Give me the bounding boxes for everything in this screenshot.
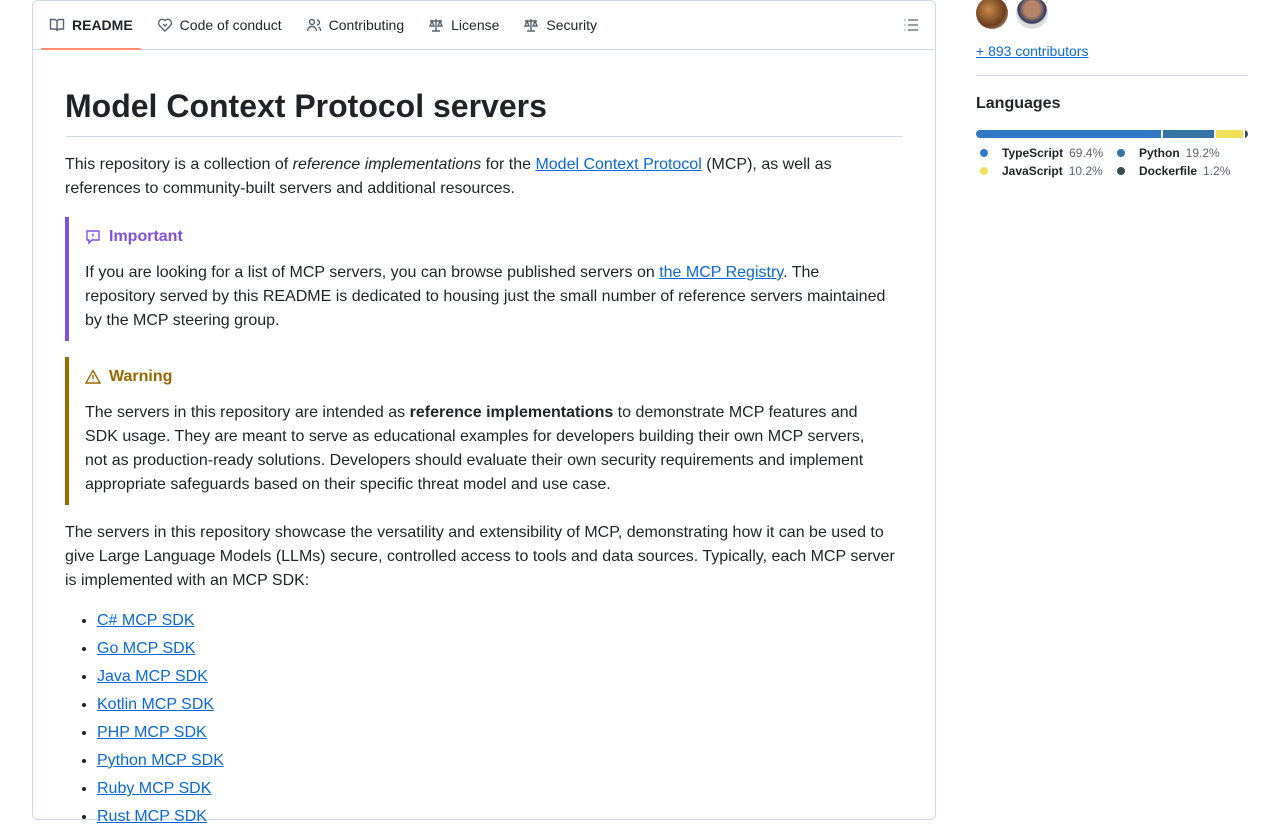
language-bar-segment <box>976 130 1161 138</box>
text: (MCP), as well as references to community-built servers and additional resources. <box>65 156 832 197</box>
language-percent: 69.4% <box>1069 146 1104 160</box>
language-item[interactable] <box>1117 146 1247 160</box>
language-name: JavaScript <box>1002 164 1063 178</box>
text: for the <box>481 156 536 173</box>
bold-text: reference implementations <box>409 404 614 421</box>
mcp-registry-link[interactable]: the MCP Registry <box>659 264 784 281</box>
sdk-link[interactable]: Rust MCP SDK <box>97 808 207 825</box>
contributor-avatar[interactable] <box>976 0 1008 29</box>
text: If you are looking for a list of MCP servers, you can browse published servers on <box>85 264 660 281</box>
languages-title: Languages <box>976 95 1061 112</box>
intro-paragraph <box>65 153 903 201</box>
tab-security[interactable] <box>515 1 605 49</box>
sidebar <box>976 0 1248 178</box>
language-name: Python <box>1139 146 1180 160</box>
law-icon <box>523 17 539 33</box>
warning-text <box>85 401 887 497</box>
tab-label: Security <box>546 17 597 33</box>
alert-title: Warning <box>109 368 173 385</box>
important-icon <box>85 229 101 245</box>
text: The servers in this repository are intended as <box>85 404 410 421</box>
sdk-link[interactable]: Java MCP SDK <box>97 668 208 685</box>
text: . The repository served by this README is dedicated to housing just the small number of reference servers maintained by the MCP steering group. <box>85 264 886 329</box>
warning-icon <box>85 369 101 385</box>
sdk-link[interactable]: Ruby MCP SDK <box>97 780 212 797</box>
language-percent: 19.2% <box>1185 146 1220 160</box>
language-dot <box>980 149 988 157</box>
readme-title: Model Context Protocol servers <box>65 86 903 137</box>
law-icon <box>428 17 444 33</box>
language-item[interactable] <box>980 164 1117 178</box>
divider <box>976 75 1248 76</box>
language-name: TypeScript <box>1002 146 1064 160</box>
text: to demonstrate MCP features and SDK usage. They are meant to serve as educational examples for developers building their own MCP servers, not as production-ready solutions. Developers should evaluate their own security requirements and implement appropriate safeguards based on their specific threat model and use case. <box>85 404 865 493</box>
language-name: Dockerfile <box>1139 164 1198 178</box>
list-item <box>97 749 903 773</box>
language-bar-segment <box>1245 130 1248 138</box>
warning-alert <box>65 357 903 505</box>
alert-title: Important <box>109 228 183 245</box>
language-dot <box>1117 149 1125 157</box>
sdk-link[interactable]: PHP MCP SDK <box>97 724 207 741</box>
tab-label: Contributing <box>328 17 405 33</box>
text: This repository is a collection of <box>65 156 293 173</box>
important-alert <box>65 217 903 341</box>
tab-label: Code of conduct <box>179 17 282 33</box>
list-item <box>97 665 903 689</box>
emphasis: reference implementations <box>292 156 482 173</box>
list-item <box>97 805 903 829</box>
language-percent: 10.2% <box>1068 164 1103 178</box>
sdk-link[interactable]: Go MCP SDK <box>97 640 196 657</box>
readme-panel <box>32 0 936 825</box>
language-bar-segment <box>1216 130 1243 138</box>
sdk-list <box>65 609 903 829</box>
language-dot <box>1117 167 1125 175</box>
language-item[interactable] <box>980 146 1117 160</box>
tab-readme[interactable] <box>41 1 141 49</box>
language-bar-segment <box>1163 130 1214 138</box>
readme-tabs <box>33 1 935 50</box>
heart-handshake-icon <box>157 17 173 33</box>
servers-paragraph: The servers in this repository showcase the versatility and extensibility of MCP, demonstrating how it can be used to give Large Language Models (LLMs) secure, controlled access to tools and data sources. Typically, each MCP server is implemented with an MCP SDK: <box>65 524 895 589</box>
list-item <box>97 721 903 745</box>
language-item[interactable] <box>1117 164 1247 178</box>
language-percent: 1.2% <box>1203 164 1231 178</box>
tab-code-of-conduct[interactable] <box>149 1 290 49</box>
languages-list <box>976 146 1248 178</box>
tab-license[interactable] <box>420 1 507 49</box>
list-item <box>97 693 903 717</box>
mcp-link[interactable]: Model Context Protocol <box>535 156 702 173</box>
sdk-link[interactable]: Python MCP SDK <box>97 752 224 769</box>
sdk-link[interactable]: Kotlin MCP SDK <box>97 696 215 713</box>
tab-label: License <box>451 17 500 33</box>
table-of-contents-icon[interactable] <box>903 17 919 33</box>
languages-bar <box>976 130 1248 138</box>
sdk-link[interactable]: C# MCP SDK <box>97 612 195 629</box>
language-dot <box>980 167 988 175</box>
people-icon <box>306 17 322 33</box>
list-item <box>97 777 903 801</box>
book-icon <box>49 17 65 33</box>
important-text <box>85 261 887 333</box>
contributors-link[interactable]: + 893 contributors <box>976 43 1089 59</box>
readme-content <box>33 50 935 829</box>
tab-label: README <box>72 17 133 33</box>
tab-contributing[interactable] <box>298 1 413 49</box>
list-item <box>97 609 903 633</box>
list-item <box>97 637 903 661</box>
contributor-avatar[interactable] <box>1016 0 1048 29</box>
